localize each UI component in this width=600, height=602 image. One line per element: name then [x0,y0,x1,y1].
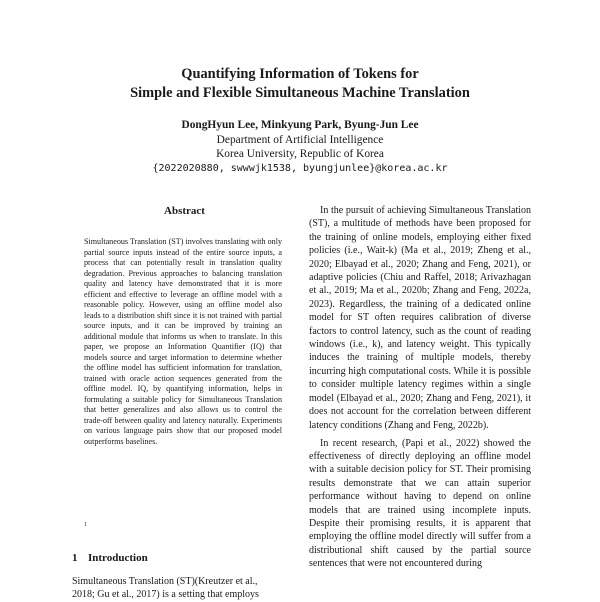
section-heading-introduction [72,552,148,564]
footnote-marker: 1 [84,522,87,528]
intro-line-1: Simultaneous Translation (ST)(Kreutzer et al., [72,576,258,587]
author-block [0,118,600,176]
section-title: Introduction [88,552,148,564]
author-email: {2022020880, swwwjk1538, byungjunlee}@korea.ac.kr [152,162,448,174]
title-line-1: Quantifying Information of Tokens for [181,66,419,82]
title-line-2: Simple and Flexible Simultaneous Machine Translation [130,85,470,101]
intro-line-2: 2018; Gu et al., 2017) is a setting that employs [72,589,259,601]
author-department: Department of Artificial Intelligence [216,133,384,146]
author-affiliation: Korea University, Republic of Korea [216,148,384,161]
paper-title [0,65,600,103]
right-column [309,204,531,575]
abstract-heading: Abstract [164,205,205,217]
paragraph-1: In the pursuit of achieving Simultaneous Translation (ST), a multitude of methods have been proposed for the training of online models, employing either fixed policies (i.e., Wait-k) (Ma et al., 2019; Zheng et al., 2020; Elbayad et al., 2020; Zhang and Feng, 2021), or adaptive policies (Chiu and Raffel, 2018; Arivazhagan et al., 2019; Ma et al., 2020b; Zhang and Feng, 2022a, 2023). Regardless, the training of a dedicated online model for ST often requires calibration of diverse factors to control latency, such as the count of reading windows (i.e., k), and latency weight. This typically induces the training of multiple models, thereby incurring high computational costs. While it is possible to consider multiple latency regimes within a single model (Elbayad et al., 2020; Zhang and Feng, 2021), it does not account for the correlation between different latency conditions (Zhang and Feng, 2022b). [309,205,531,431]
paragraph-2: In recent research, (Papi et al., 2022) showed the effectiveness of directly deploying an offline model with a suitable decision policy for ST. Their promising results demonstrate that we can attain superior performance without having to depend on online models that are trained using incomplete inputs. Despite their promising results, it is apparent that employing the offline model directly will suffer from a distributional shift caused by the partial source sentences that were not encountered during [309,437,531,570]
author-names: DongHyun Lee, Minkyung Park, Byung-Jun Lee [181,119,419,131]
introduction-text [72,575,298,602]
section-number: 1 [72,552,78,564]
abstract-text: Simultaneous Translation (ST) involves translating with only partial source inputs instead of the entire source inputs, a process that can potentially result in translation quality degradation. Previous approaches to balancing translation quality and latency have demonstrated that it is more efficient and effective to leverage an offline model with a reasonable policy. However, using an offline model also leads to a distribution shift since it is not trained with partial source inputs, and it can be improved by training an additional module that informs us when to translate. In this paper, we propose an Information Quantifier (IQ) that models source and target information to determine whether the offline model has sufficient information for translation, trained with oracle action sequences generated from the offline model. IQ, by quantifying information, helps in formulating a suitable policy for Simultaneous Translation that better generalizes and also allows us to control the trade-off between quality and latency naturally. Experiments on various language pairs show that our proposed model outperforms baselines. [84,237,282,446]
